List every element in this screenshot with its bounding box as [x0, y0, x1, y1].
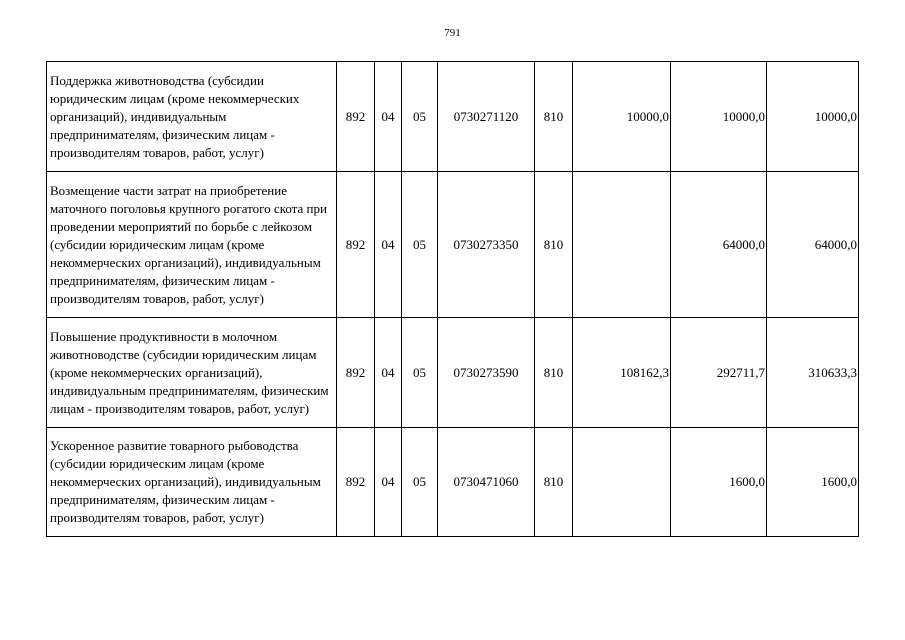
amount-year-2: 1600,0: [671, 428, 767, 537]
expense-type-code: 810: [535, 428, 573, 537]
amount-year-1: 10000,0: [573, 62, 671, 172]
target-article-code: 0730273590: [438, 318, 535, 428]
amount-year-2: 10000,0: [671, 62, 767, 172]
amount-year-2: 64000,0: [671, 172, 767, 318]
table-row: [47, 172, 859, 318]
table-row: [47, 62, 859, 172]
subsection-code: 05: [402, 62, 438, 172]
target-article-code: 0730471060: [438, 428, 535, 537]
amount-year-3: 64000,0: [767, 172, 859, 318]
amount-year-1: [573, 428, 671, 537]
subsection-code: 05: [402, 428, 438, 537]
subsection-code: 05: [402, 172, 438, 318]
section-code: 04: [375, 172, 402, 318]
expense-type-code: 810: [535, 62, 573, 172]
amount-year-1: 108162,3: [573, 318, 671, 428]
amount-year-3: 10000,0: [767, 62, 859, 172]
expense-type-code: 810: [535, 172, 573, 318]
section-code: 04: [375, 428, 402, 537]
ministry-code: 892: [337, 62, 375, 172]
section-code: 04: [375, 318, 402, 428]
budget-table: [46, 61, 859, 537]
target-article-code: 0730271120: [438, 62, 535, 172]
row-description: Повышение продуктивности в молочном животноводстве (субсидии юридическим лицам (кроме некоммерческих организаций), индивидуальным предпринимателям, физическим лицам - производителям товаров, работ, услуг): [47, 318, 337, 428]
section-code: 04: [375, 62, 402, 172]
row-description: Возмещение части затрат на приобретение маточного поголовья крупного рогатого скота при проведении мероприятий по борьбе с лейкозом (субсидии юридическим лицам (кроме некоммерческих организаций), индивидуальным предпринимателям, физическим лицам - производителям товаров, работ, услуг): [47, 172, 337, 318]
table-row: [47, 428, 859, 537]
target-article-code: 0730273350: [438, 172, 535, 318]
subsection-code: 05: [402, 318, 438, 428]
amount-year-3: 1600,0: [767, 428, 859, 537]
expense-type-code: 810: [535, 318, 573, 428]
amount-year-3: 310633,3: [767, 318, 859, 428]
row-description: Поддержка животноводства (субсидии юридическим лицам (кроме некоммерческих организаций), индивидуальным предпринимателям, физическим лицам - производителям товаров, работ, услуг): [47, 62, 337, 172]
page-number: 791: [444, 27, 461, 39]
ministry-code: 892: [337, 172, 375, 318]
table-row: [47, 318, 859, 428]
ministry-code: 892: [337, 318, 375, 428]
ministry-code: 892: [337, 428, 375, 537]
amount-year-2: 292711,7: [671, 318, 767, 428]
row-description: Ускоренное развитие товарного рыбоводства (субсидии юридическим лицам (кроме некоммерческих организаций), индивидуальным предпринимателям, физическим лицам - производителям товаров, работ, услуг): [47, 428, 337, 537]
amount-year-1: [573, 172, 671, 318]
